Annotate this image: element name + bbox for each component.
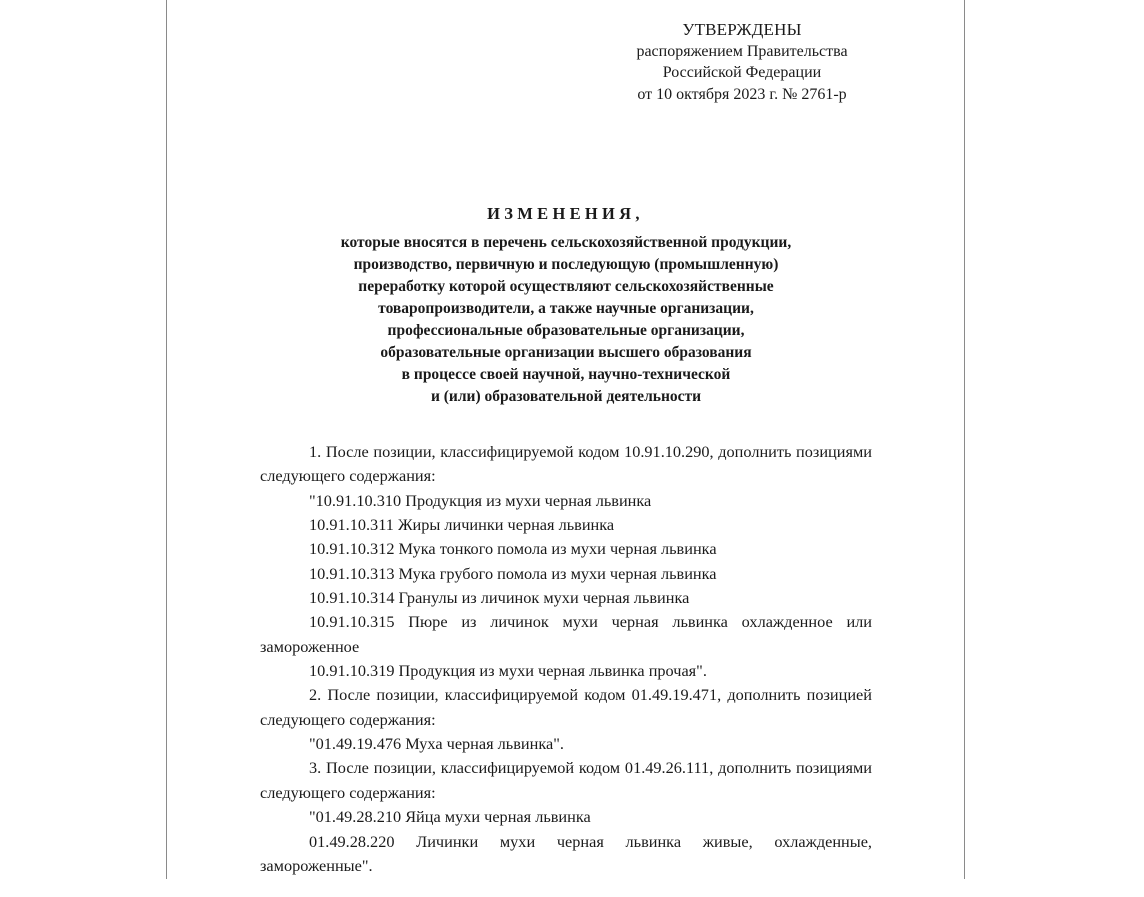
approval-line: распоряжением Правительства [636, 42, 848, 60]
code-entry: 01.49.28.220 Личинки мухи черная львинка живые, охлажденные, замороженные". [260, 831, 872, 875]
code-entry: 10.91.10.311 Жиры личинки черная львинка [309, 515, 615, 535]
document-title: ИЗМЕНЕНИЯ, [487, 204, 644, 223]
document-page [166, 0, 965, 879]
document-body [260, 440, 872, 878]
code-entry: 10.91.10.312 Мука тонкого помола из мухи черная львинка [309, 539, 717, 559]
subtitle-line: переработку которой осуществляют сельскохозяйственные [358, 278, 774, 295]
paragraph-item-1: 1. После позиции, классифицируемой кодом 10.91.10.290, дополнить позициями следующего содержания: [260, 442, 872, 486]
code-entry: "01.49.19.476 Муха черная львинка". [309, 734, 564, 754]
subtitle-line: которые вносятся в перечень сельскохозяйственной продукции, [340, 234, 792, 251]
code-entry: 10.91.10.319 Продукция из мухи черная львинка прочая". [309, 661, 707, 681]
code-entry: 10.91.10.313 Мука грубого помола из мухи черная львинка [309, 563, 717, 583]
code-entry: "10.91.10.310 Продукция из мухи черная львинка [309, 490, 652, 510]
code-entry: 10.91.10.315 Пюре из личинок мухи черная львинка охлажденное или замороженное [260, 612, 872, 656]
approval-line: Российской Федерации [662, 64, 822, 81]
code-entry: "01.49.28.210 Яйца мухи черная львинка [309, 807, 591, 827]
subtitle-line: образовательные организации высшего образования [380, 344, 752, 361]
document-subtitle [260, 232, 872, 408]
subtitle-line: в процессе своей научной, научно-технической [401, 366, 731, 383]
subtitle-line: и (или) образовательной деятельности [430, 388, 702, 405]
approval-date-line: от 10 октября 2023 г. № 2761-р [637, 85, 847, 103]
subtitle-line: профессиональные образовательные организации, [387, 322, 745, 339]
approval-stamp [587, 19, 897, 105]
subtitle-line: производство, первичную и последующую (промышленную) [353, 256, 779, 273]
approval-title: УТВЕРЖДЕНЫ [682, 20, 802, 39]
paragraph-item-3: 3. После позиции, классифицируемой кодом 01.49.26.111, дополнить позициями следующего содержания: [260, 758, 872, 802]
code-entry: 10.91.10.314 Гранулы из личинок мухи черная львинка [309, 588, 690, 608]
subtitle-line: товаропроизводители, а также научные организации, [378, 300, 754, 317]
paragraph-item-2: 2. После позиции, классифицируемой кодом 01.49.19.471, дополнить позицией следующего содержания: [260, 685, 872, 729]
